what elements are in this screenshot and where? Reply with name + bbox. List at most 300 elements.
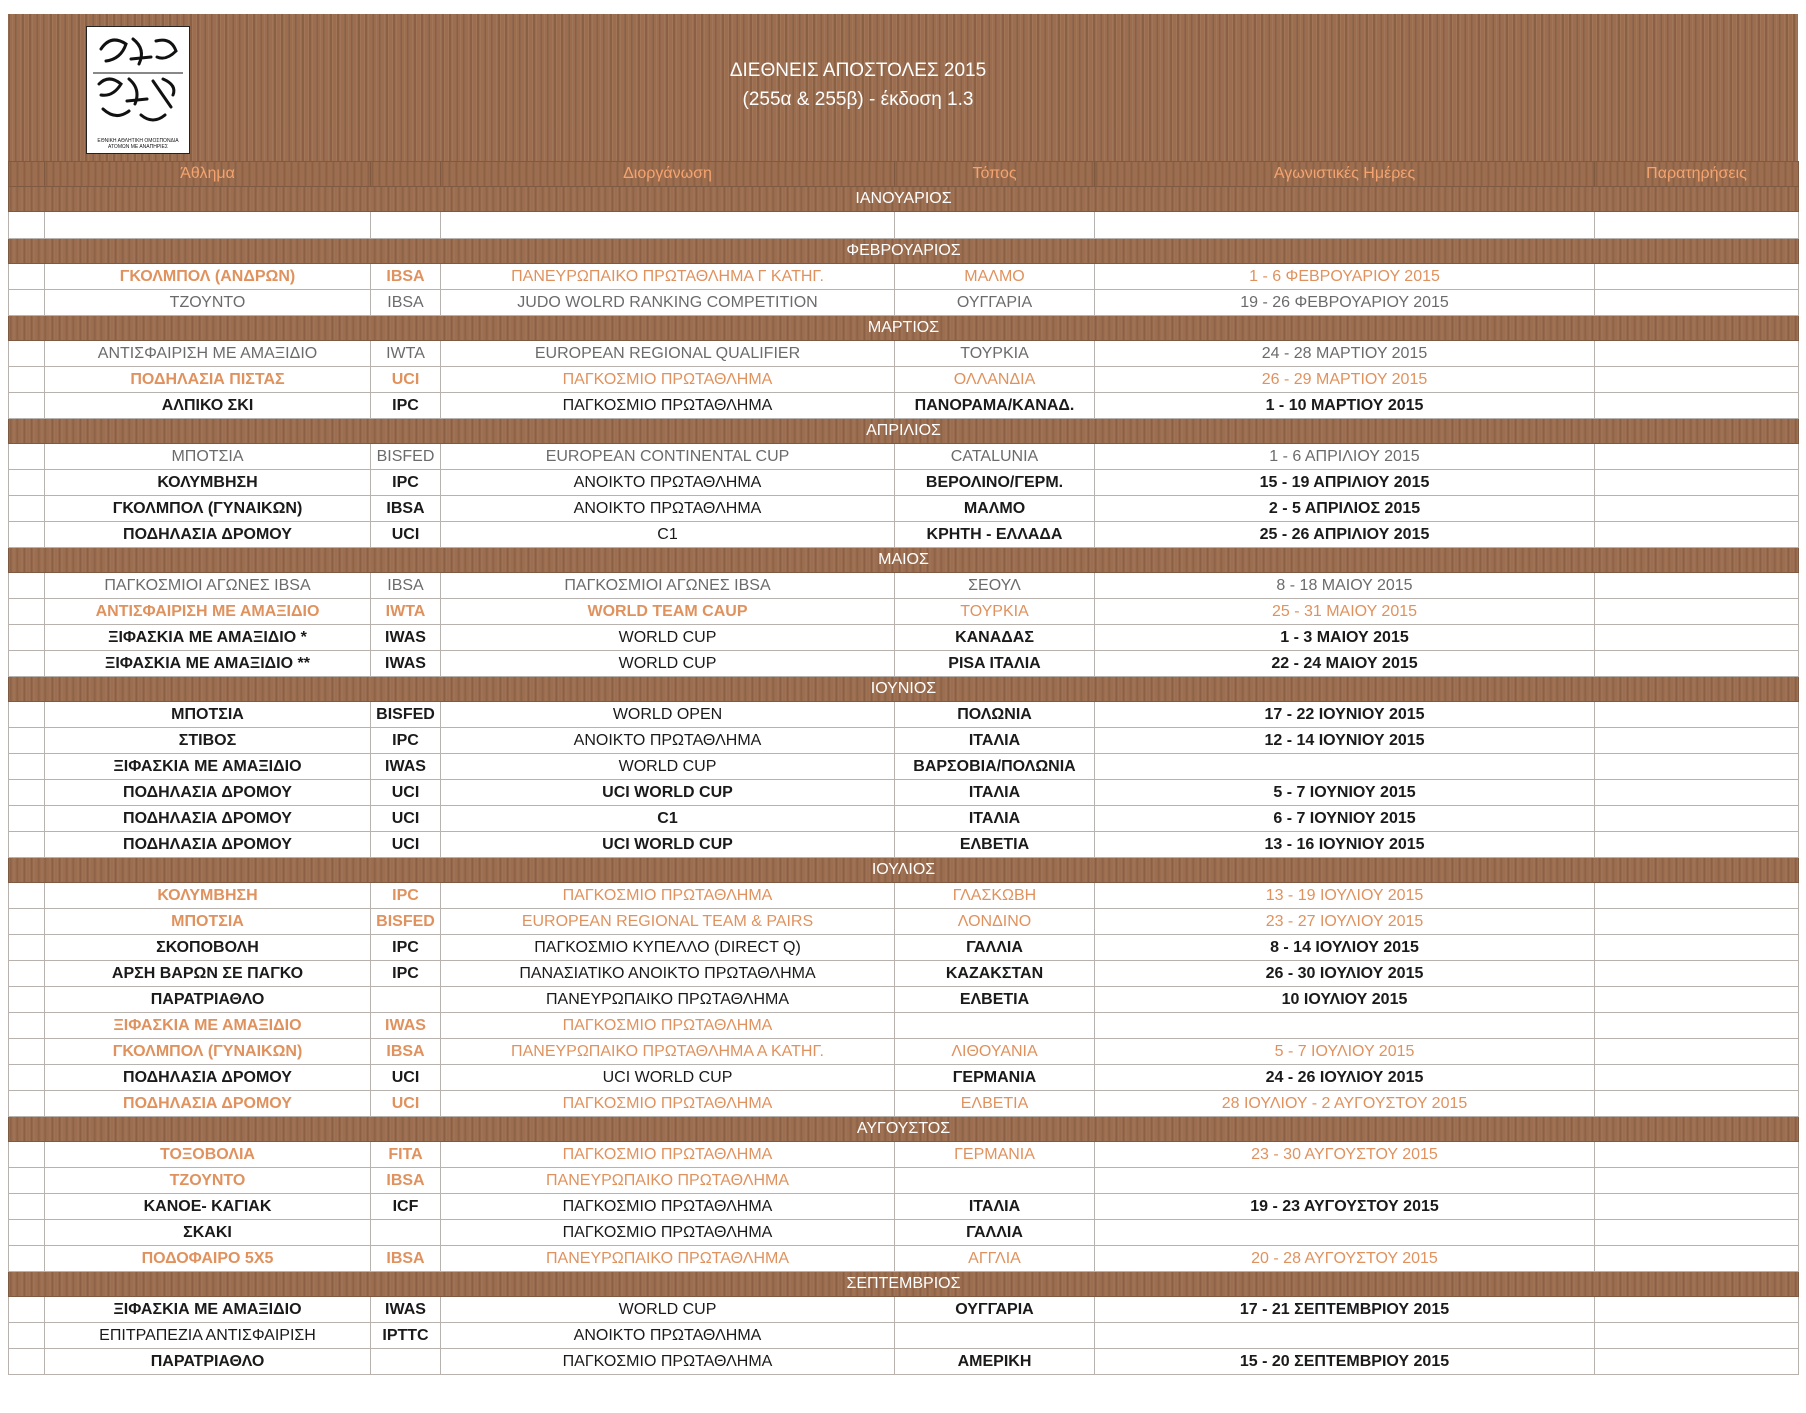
federation-cell: IPC — [371, 935, 441, 961]
row-blank-cell — [9, 806, 45, 832]
place-cell: ΛΙΘΟΥΑΝΙΑ — [895, 1039, 1095, 1065]
month-name: ΣΕΠΤΕΜΒΡΙΟΣ — [9, 1272, 1799, 1297]
dates-cell: 23 - 30 ΑΥΓΟΥΣΤΟΥ 2015 — [1095, 1142, 1595, 1168]
month-header-row — [9, 677, 1799, 702]
dates-cell: 8 - 18 ΜΑΙΟΥ 2015 — [1095, 573, 1595, 599]
row-blank-cell — [9, 702, 45, 728]
row-blank-cell — [9, 1142, 45, 1168]
sport-cell: ΞΙΦΑΣΚΙΑ ΜΕ ΑΜΑΞΙΔΙΟ — [45, 1013, 371, 1039]
month-header-row — [9, 419, 1799, 444]
notes-cell — [1595, 522, 1799, 548]
place-cell — [895, 1168, 1095, 1194]
place-cell: ΒΕΡΟΛΙΝΟ/ΓΕΡΜ. — [895, 470, 1095, 496]
row-blank-cell — [9, 1065, 45, 1091]
table-row — [9, 1142, 1799, 1168]
row-blank-cell — [9, 393, 45, 419]
header-blank-cell — [9, 162, 45, 187]
row-blank-cell — [9, 522, 45, 548]
notes-cell — [1595, 1246, 1799, 1272]
event-cell: ΠΑΝΕΥΡΩΠΑΙΚΟ ΠΡΩΤΑΘΛΗΜΑ — [441, 987, 895, 1013]
dates-cell: 5 - 7 ΙΟΥΝΙΟΥ 2015 — [1095, 780, 1595, 806]
row-blank-cell — [9, 290, 45, 316]
empty-cell — [1595, 212, 1799, 239]
sport-cell: ΞΙΦΑΣΚΙΑ ΜΕ ΑΜΑΞΙΔΙΟ — [45, 1297, 371, 1323]
row-blank-cell — [9, 625, 45, 651]
table-row — [9, 470, 1799, 496]
notes-cell — [1595, 909, 1799, 935]
dates-cell: 24 - 28 ΜΑΡΤΙΟΥ 2015 — [1095, 341, 1595, 367]
federation-cell: IBSA — [371, 573, 441, 599]
dates-cell — [1095, 1168, 1595, 1194]
logo-caption — [87, 138, 189, 150]
notes-cell — [1595, 470, 1799, 496]
dates-cell: 22 - 24 ΜΑΙΟΥ 2015 — [1095, 651, 1595, 677]
place-cell: ΠΟΛΩΝΙΑ — [895, 702, 1095, 728]
sport-cell: ΑΝΤΙΣΦΑΙΡΙΣΗ ΜΕ ΑΜΑΞΙΔΙΟ — [45, 599, 371, 625]
sport-cell: ΠΟΔΗΛΑΣΙΑ ΔΡΟΜΟΥ — [45, 1091, 371, 1117]
place-cell: ΓΕΡΜΑΝΙΑ — [895, 1142, 1095, 1168]
notes-cell — [1595, 1194, 1799, 1220]
empty-cell — [441, 212, 895, 239]
event-cell: WORLD CUP — [441, 1297, 895, 1323]
sport-cell: ΠΟΔΟΦΑΙΡΟ 5Χ5 — [45, 1246, 371, 1272]
col-header-federation — [371, 162, 441, 187]
sport-cell: ΠΟΔΗΛΑΣΙΑ ΔΡΟΜΟΥ — [45, 806, 371, 832]
table-row — [9, 909, 1799, 935]
event-cell: UCI WORLD CUP — [441, 780, 895, 806]
place-cell: ΑΓΓΛΙΑ — [895, 1246, 1095, 1272]
event-cell: UCI WORLD CUP — [441, 832, 895, 858]
table-row — [9, 1013, 1799, 1039]
federation-cell: IWAS — [371, 625, 441, 651]
month-name: ΜΑΡΤΙΟΣ — [9, 316, 1799, 341]
event-cell: JUDO WOLRD RANKING COMPETITION — [441, 290, 895, 316]
event-cell: EUROPEAN CONTINENTAL CUP — [441, 444, 895, 470]
notes-cell — [1595, 754, 1799, 780]
table-row — [9, 702, 1799, 728]
empty-cell — [371, 212, 441, 239]
federation-cell — [371, 987, 441, 1013]
sport-cell: ΠΑΡΑΤΡΙΑΘΛΟ — [45, 987, 371, 1013]
federation-cell: IPC — [371, 393, 441, 419]
row-blank-cell — [9, 832, 45, 858]
federation-cell: IPC — [371, 728, 441, 754]
row-blank-cell — [9, 470, 45, 496]
notes-cell — [1595, 987, 1799, 1013]
sport-cell: ΤΖΟΥΝΤΟ — [45, 290, 371, 316]
title-line-1: ΔΙΕΘΝΕΙΣ ΑΠΟΣΤΟΛΕΣ 2015 — [729, 60, 987, 81]
sport-cell: ΣΚΑΚΙ — [45, 1220, 371, 1246]
table-row — [9, 367, 1799, 393]
place-cell: ΕΛΒΕΤΙΑ — [895, 1091, 1095, 1117]
column-header-row — [9, 162, 1799, 187]
event-cell: ΠΑΓΚΟΣΜΙΟ ΠΡΩΤΑΘΛΗΜΑ — [441, 1091, 895, 1117]
event-cell: WORLD CUP — [441, 625, 895, 651]
table-row — [9, 1065, 1799, 1091]
notes-cell — [1595, 961, 1799, 987]
row-blank-cell — [9, 1323, 45, 1349]
notes-cell — [1595, 1039, 1799, 1065]
month-name: ΙΟΥΛΙΟΣ — [9, 858, 1799, 883]
federation-cell — [371, 1349, 441, 1375]
sport-cell: ΜΠΟΤΣΙΑ — [45, 444, 371, 470]
table-row — [9, 806, 1799, 832]
event-cell: ΠΑΓΚΟΣΜΙΟ ΠΡΩΤΑΘΛΗΜΑ — [441, 1220, 895, 1246]
notes-cell — [1595, 780, 1799, 806]
event-cell: ΠΑΓΚΟΣΜΙΟ ΠΡΩΤΑΘΛΗΜΑ — [441, 367, 895, 393]
table-row — [9, 1091, 1799, 1117]
federation-cell: IWAS — [371, 651, 441, 677]
col-header-notes: Παρατηρήσεις — [1595, 162, 1799, 187]
dates-cell: 19 - 23 ΑΥΓΟΥΣΤΟΥ 2015 — [1095, 1194, 1595, 1220]
empty-cell — [45, 212, 371, 239]
table-row — [9, 264, 1799, 290]
event-cell: ΠΑΓΚΟΣΜΙΟ ΚΥΠΕΛΛΟ (DIRECT Q) — [441, 935, 895, 961]
federation-cell: IWAS — [371, 1297, 441, 1323]
place-cell: ΙΤΑΛΙΑ — [895, 806, 1095, 832]
row-blank-cell — [9, 651, 45, 677]
sport-cell: ΑΛΠΙΚΟ ΣΚΙ — [45, 393, 371, 419]
event-cell: EUROPEAN REGIONAL QUALIFIER — [441, 341, 895, 367]
event-cell: ΑΝΟΙΚΤΟ ΠΡΩΤΑΘΛΗΜΑ — [441, 470, 895, 496]
place-cell: ΟΥΓΓΑΡΙΑ — [895, 290, 1095, 316]
event-cell: C1 — [441, 806, 895, 832]
place-cell: ΓΑΛΛΙΑ — [895, 1220, 1095, 1246]
col-header-dates: Αγωνιστικές Ημέρες — [1095, 162, 1595, 187]
table-row — [9, 290, 1799, 316]
place-cell: ΚΑΝΑΔΑΣ — [895, 625, 1095, 651]
empty-cell — [1095, 212, 1595, 239]
month-name: ΦΕΒΡΟΥΑΡΙΟΣ — [9, 239, 1799, 264]
federation-cell: UCI — [371, 1065, 441, 1091]
dates-cell: 25 - 31 ΜΑΙΟΥ 2015 — [1095, 599, 1595, 625]
sport-cell: ΚΟΛΥΜΒΗΣΗ — [45, 883, 371, 909]
sport-cell: ΠΑΡΑΤΡΙΑΘΛΟ — [45, 1349, 371, 1375]
event-cell: ΑΝΟΙΚΤΟ ΠΡΩΤΑΘΛΗΜΑ — [441, 728, 895, 754]
notes-cell — [1595, 806, 1799, 832]
table-row — [9, 522, 1799, 548]
dates-cell: 10 ΙΟΥΛΙΟΥ 2015 — [1095, 987, 1595, 1013]
federation-cell: UCI — [371, 780, 441, 806]
sport-cell: ΠΟΔΗΛΑΣΙΑ ΠΙΣΤΑΣ — [45, 367, 371, 393]
sport-cell: ΓΚΟΛΜΠΟΛ (ΓΥΝΑΙΚΩΝ) — [45, 1039, 371, 1065]
col-header-event: Διοργάνωση — [441, 162, 895, 187]
row-blank-cell — [9, 341, 45, 367]
sport-cell: ΑΝΤΙΣΦΑΙΡΙΣΗ ΜΕ ΑΜΑΞΙΔΙΟ — [45, 341, 371, 367]
dates-cell: 17 - 22 ΙΟΥΝΙΟΥ 2015 — [1095, 702, 1595, 728]
notes-cell — [1595, 1091, 1799, 1117]
notes-cell — [1595, 1013, 1799, 1039]
table-row — [9, 1220, 1799, 1246]
event-cell: WORLD CUP — [441, 651, 895, 677]
sport-cell: ΣΤΙΒΟΣ — [45, 728, 371, 754]
event-cell: ΠΑΓΚΟΣΜΙΟ ΠΡΩΤΑΘΛΗΜΑ — [441, 883, 895, 909]
table-row — [9, 883, 1799, 909]
sport-cell: ΤΖΟΥΝΤΟ — [45, 1168, 371, 1194]
dates-cell — [1095, 1013, 1595, 1039]
federation-cell: UCI — [371, 806, 441, 832]
place-cell: ΚΑΖΑΚΣΤΑΝ — [895, 961, 1095, 987]
notes-cell — [1595, 599, 1799, 625]
row-blank-cell — [9, 728, 45, 754]
sport-cell: ΓΚΟΛΜΠΟΛ (ΓΥΝΑΙΚΩΝ) — [45, 496, 371, 522]
place-cell — [895, 1013, 1095, 1039]
place-cell: PISA ΙΤΑΛΙΑ — [895, 651, 1095, 677]
notes-cell — [1595, 883, 1799, 909]
row-blank-cell — [9, 599, 45, 625]
col-header-sport: Άθλημα — [45, 162, 371, 187]
month-header-row — [9, 858, 1799, 883]
month-name: ΙΑΝΟΥΑΡΙΟΣ — [9, 187, 1799, 212]
sport-cell: ΚΑΝΟΕ- ΚΑΓΙΑΚ — [45, 1194, 371, 1220]
logo-caption-line1: ΕΘΝΙΚΗ ΑΘΛΗΤΙΚΗ ΟΜΟΣΠΟΝΔΙΑ — [97, 138, 179, 144]
dates-cell — [1095, 1220, 1595, 1246]
federation-cell: IBSA — [371, 1246, 441, 1272]
event-cell: ΑΝΟΙΚΤΟ ΠΡΩΤΑΘΛΗΜΑ — [441, 1323, 895, 1349]
event-cell: WORLD OPEN — [441, 702, 895, 728]
sport-cell: ΠΑΓΚΟΣΜΙΟΙ ΑΓΩΝΕΣ IBSA — [45, 573, 371, 599]
place-cell: ΙΤΑΛΙΑ — [895, 1194, 1095, 1220]
header-band — [8, 14, 1798, 161]
month-header-row — [9, 239, 1799, 264]
event-cell: UCI WORLD CUP — [441, 1065, 895, 1091]
place-cell: ΓΛΑΣΚΩΒΗ — [895, 883, 1095, 909]
sport-cell: ΠΟΔΗΛΑΣΙΑ ΔΡΟΜΟΥ — [45, 522, 371, 548]
logo-caption-line2: ΑΤΟΜΩΝ ΜΕ ΑΝΑΠΗΡΙΕΣ — [108, 144, 168, 150]
place-cell — [895, 1323, 1095, 1349]
notes-cell — [1595, 935, 1799, 961]
federation-cell: BISFED — [371, 702, 441, 728]
sport-cell: ΓΚΟΛΜΠΟΛ (ΑΝΔΡΩΝ) — [45, 264, 371, 290]
row-blank-cell — [9, 883, 45, 909]
federation-cell: IPC — [371, 883, 441, 909]
dates-cell: 13 - 19 ΙΟΥΛΙΟΥ 2015 — [1095, 883, 1595, 909]
federation-cell: BISFED — [371, 909, 441, 935]
federation-cell: IPC — [371, 470, 441, 496]
place-cell: ΛΟΝΔΙΝΟ — [895, 909, 1095, 935]
row-blank-cell — [9, 444, 45, 470]
notes-cell — [1595, 393, 1799, 419]
notes-cell — [1595, 1297, 1799, 1323]
table-row — [9, 754, 1799, 780]
notes-cell — [1595, 496, 1799, 522]
federation-cell — [371, 1220, 441, 1246]
sport-cell: ΞΙΦΑΣΚΙΑ ΜΕ ΑΜΑΞΙΔΙΟ ** — [45, 651, 371, 677]
sport-cell: ΜΠΟΤΣΙΑ — [45, 702, 371, 728]
dates-cell: 1 - 10 ΜΑΡΤΙΟΥ 2015 — [1095, 393, 1595, 419]
dates-cell: 28 ΙΟΥΛΙΟΥ - 2 ΑΥΓΟΥΣΤΟΥ 2015 — [1095, 1091, 1595, 1117]
federation-cell: FITA — [371, 1142, 441, 1168]
schedule-body — [9, 162, 1799, 1375]
place-cell: ΕΛΒΕΤΙΑ — [895, 987, 1095, 1013]
federation-cell: IBSA — [371, 290, 441, 316]
event-cell: WORLD TEAM CAUP — [441, 599, 895, 625]
place-cell: ΓΑΛΛΙΑ — [895, 935, 1095, 961]
sport-cell: ΞΙΦΑΣΚΙΑ ΜΕ ΑΜΑΞΙΔΙΟ * — [45, 625, 371, 651]
place-cell: ΙΤΑΛΙΑ — [895, 780, 1095, 806]
sport-cell: ΣΚΟΠΟΒΟΛΗ — [45, 935, 371, 961]
table-row — [9, 341, 1799, 367]
federation-cell: UCI — [371, 832, 441, 858]
row-blank-cell — [9, 573, 45, 599]
dates-cell: 8 - 14 ΙΟΥΛΙΟΥ 2015 — [1095, 935, 1595, 961]
sport-cell: ΑΡΣΗ ΒΑΡΩΝ ΣΕ ΠΑΓΚΟ — [45, 961, 371, 987]
row-blank-cell — [9, 264, 45, 290]
table-row — [9, 1349, 1799, 1375]
place-cell: ΓΕΡΜΑΝΙΑ — [895, 1065, 1095, 1091]
notes-cell — [1595, 573, 1799, 599]
month-header-row — [9, 187, 1799, 212]
federation-cell: ICF — [371, 1194, 441, 1220]
notes-cell — [1595, 264, 1799, 290]
row-blank-cell — [9, 987, 45, 1013]
row-blank-cell — [9, 909, 45, 935]
event-cell: C1 — [441, 522, 895, 548]
month-name: ΙΟΥΝΙΟΣ — [9, 677, 1799, 702]
table-row — [9, 1323, 1799, 1349]
notes-cell — [1595, 1065, 1799, 1091]
row-blank-cell — [9, 1297, 45, 1323]
federation-cell: IBSA — [371, 1039, 441, 1065]
sport-cell: ΠΟΔΗΛΑΣΙΑ ΔΡΟΜΟΥ — [45, 780, 371, 806]
month-header-row — [9, 1272, 1799, 1297]
notes-cell — [1595, 625, 1799, 651]
row-blank-cell — [9, 1220, 45, 1246]
row-blank-cell — [9, 1039, 45, 1065]
event-cell: ΠΑΝΕΥΡΩΠΑΙΚΟ ΠΡΩΤΑΘΛΗΜΑ Γ ΚΑΤΗΓ. — [441, 264, 895, 290]
month-header-row — [9, 548, 1799, 573]
sport-cell: ΠΟΔΗΛΑΣΙΑ ΔΡΟΜΟΥ — [45, 832, 371, 858]
dates-cell: 2 - 5 ΑΠΡΙΛΙΟΣ 2015 — [1095, 496, 1595, 522]
event-cell: ΠΑΓΚΟΣΜΙΟ ΠΡΩΤΑΘΛΗΜΑ — [441, 1013, 895, 1039]
dates-cell: 12 - 14 ΙΟΥΝΙΟΥ 2015 — [1095, 728, 1595, 754]
dates-cell: 15 - 19 ΑΠΡΙΛΙΟΥ 2015 — [1095, 470, 1595, 496]
dates-cell: 17 - 21 ΣΕΠΤΕΜΒΡΙΟΥ 2015 — [1095, 1297, 1595, 1323]
notes-cell — [1595, 341, 1799, 367]
dates-cell: 15 - 20 ΣΕΠΤΕΜΒΡΙΟΥ 2015 — [1095, 1349, 1595, 1375]
table-row — [9, 961, 1799, 987]
place-cell: ΒΑΡΣΟΒΙΑ/ΠΟΛΩΝΙΑ — [895, 754, 1095, 780]
event-cell: ΠΑΝΕΥΡΩΠΑΙΚΟ ΠΡΩΤΑΘΛΗΜΑ — [441, 1168, 895, 1194]
table-row — [9, 496, 1799, 522]
dates-cell: 5 - 7 ΙΟΥΛΙΟΥ 2015 — [1095, 1039, 1595, 1065]
dates-cell — [1095, 1323, 1595, 1349]
table-row — [9, 573, 1799, 599]
dates-cell: 20 - 28 ΑΥΓΟΥΣΤΟΥ 2015 — [1095, 1246, 1595, 1272]
event-cell: ΠΑΓΚΟΣΜΙΟ ΠΡΩΤΑΘΛΗΜΑ — [441, 393, 895, 419]
place-cell: ΟΥΓΓΑΡΙΑ — [895, 1297, 1095, 1323]
row-blank-cell — [9, 961, 45, 987]
row-blank-cell — [9, 754, 45, 780]
sport-cell: ΤΟΞΟΒΟΛΙΑ — [45, 1142, 371, 1168]
federation-cell: IPC — [371, 961, 441, 987]
dates-cell: 26 - 30 ΙΟΥΛΙΟΥ 2015 — [1095, 961, 1595, 987]
dates-cell: 26 - 29 ΜΑΡΤΙΟΥ 2015 — [1095, 367, 1595, 393]
federation-cell: UCI — [371, 367, 441, 393]
notes-cell — [1595, 1323, 1799, 1349]
table-row — [9, 651, 1799, 677]
federation-cell: BISFED — [371, 444, 441, 470]
empty-cell — [9, 212, 45, 239]
event-cell: WORLD CUP — [441, 754, 895, 780]
table-row — [9, 832, 1799, 858]
row-blank-cell — [9, 1246, 45, 1272]
place-cell: ΑΜΕΡΙΚΗ — [895, 1349, 1095, 1375]
month-header-row — [9, 1117, 1799, 1142]
month-name: ΜΑΙΟΣ — [9, 548, 1799, 573]
notes-cell — [1595, 1142, 1799, 1168]
table-row — [9, 1246, 1799, 1272]
dates-cell: 6 - 7 ΙΟΥΝΙΟΥ 2015 — [1095, 806, 1595, 832]
event-cell: ΠΑΝΕΥΡΩΠΑΙΚΟ ΠΡΩΤΑΘΛΗΜΑ — [441, 1246, 895, 1272]
federation-logo — [86, 26, 190, 154]
dates-cell: 1 - 3 ΜΑΙΟΥ 2015 — [1095, 625, 1595, 651]
row-blank-cell — [9, 1349, 45, 1375]
event-cell: ΠΑΓΚΟΣΜΙΟ ΠΡΩΤΑΘΛΗΜΑ — [441, 1194, 895, 1220]
event-cell: ΠΑΓΚΟΣΜΙΟ ΠΡΩΤΑΘΛΗΜΑ — [441, 1142, 895, 1168]
document-title — [648, 56, 1068, 114]
sport-cell: ΠΟΔΗΛΑΣΙΑ ΔΡΟΜΟΥ — [45, 1065, 371, 1091]
row-blank-cell — [9, 935, 45, 961]
row-blank-cell — [9, 1194, 45, 1220]
event-cell: ΠΑΝΑΣΙΑΤΙΚΟ ΑΝΟΙΚΤΟ ΠΡΩΤΑΘΛΗΜΑ — [441, 961, 895, 987]
place-cell: ΚΡΗΤΗ - ΕΛΛΑΔΑ — [895, 522, 1095, 548]
notes-cell — [1595, 728, 1799, 754]
empty-cell — [895, 212, 1095, 239]
place-cell: CATALUNIA — [895, 444, 1095, 470]
place-cell: ΜΑΛΜΟ — [895, 264, 1095, 290]
table-row — [9, 1194, 1799, 1220]
col-header-place: Τόπος — [895, 162, 1095, 187]
dates-cell: 19 - 26 ΦΕΒΡΟΥΑΡΙΟΥ 2015 — [1095, 290, 1595, 316]
event-cell: ΠΑΝΕΥΡΩΠΑΙΚΟ ΠΡΩΤΑΘΛΗΜΑ Α ΚΑΤΗΓ. — [441, 1039, 895, 1065]
event-cell: ΑΝΟΙΚΤΟ ΠΡΩΤΑΘΛΗΜΑ — [441, 496, 895, 522]
notes-cell — [1595, 651, 1799, 677]
place-cell: ΤΟΥΡΚΙΑ — [895, 341, 1095, 367]
federation-cell: UCI — [371, 1091, 441, 1117]
sport-cell: ΚΟΛΥΜΒΗΣΗ — [45, 470, 371, 496]
notes-cell — [1595, 832, 1799, 858]
table-row — [9, 1168, 1799, 1194]
federation-cell: UCI — [371, 522, 441, 548]
notes-cell — [1595, 702, 1799, 728]
federation-cell: IWTA — [371, 599, 441, 625]
federation-cell: IWTA — [371, 341, 441, 367]
table-row — [9, 935, 1799, 961]
notes-cell — [1595, 1168, 1799, 1194]
dates-cell: 24 - 26 ΙΟΥΛΙΟΥ 2015 — [1095, 1065, 1595, 1091]
table-row — [9, 625, 1799, 651]
row-blank-cell — [9, 1168, 45, 1194]
month-name: ΑΥΓΟΥΣΤΟΣ — [9, 1117, 1799, 1142]
sport-cell: ΜΠΟΤΣΙΑ — [45, 909, 371, 935]
place-cell: ΠΑΝΟΡΑΜΑ/ΚΑΝΑΔ. — [895, 393, 1095, 419]
logo-figures-icon — [91, 29, 185, 129]
table-row — [9, 728, 1799, 754]
place-cell: ΣΕΟΥΛ — [895, 573, 1095, 599]
dates-cell: 13 - 16 ΙΟΥΝΙΟΥ 2015 — [1095, 832, 1595, 858]
notes-cell — [1595, 290, 1799, 316]
place-cell: ΜΑΛΜΟ — [895, 496, 1095, 522]
dates-cell: 1 - 6 ΑΠΡΙΛΙΟΥ 2015 — [1095, 444, 1595, 470]
table-row — [9, 780, 1799, 806]
month-name: ΑΠΡΙΛΙΟΣ — [9, 419, 1799, 444]
sport-cell: ΕΠΙΤΡΑΠΕΖΙΑ ΑΝΤΙΣΦΑΙΡΙΣΗ — [45, 1323, 371, 1349]
row-blank-cell — [9, 367, 45, 393]
notes-cell — [1595, 367, 1799, 393]
month-header-row — [9, 316, 1799, 341]
table-row — [9, 444, 1799, 470]
